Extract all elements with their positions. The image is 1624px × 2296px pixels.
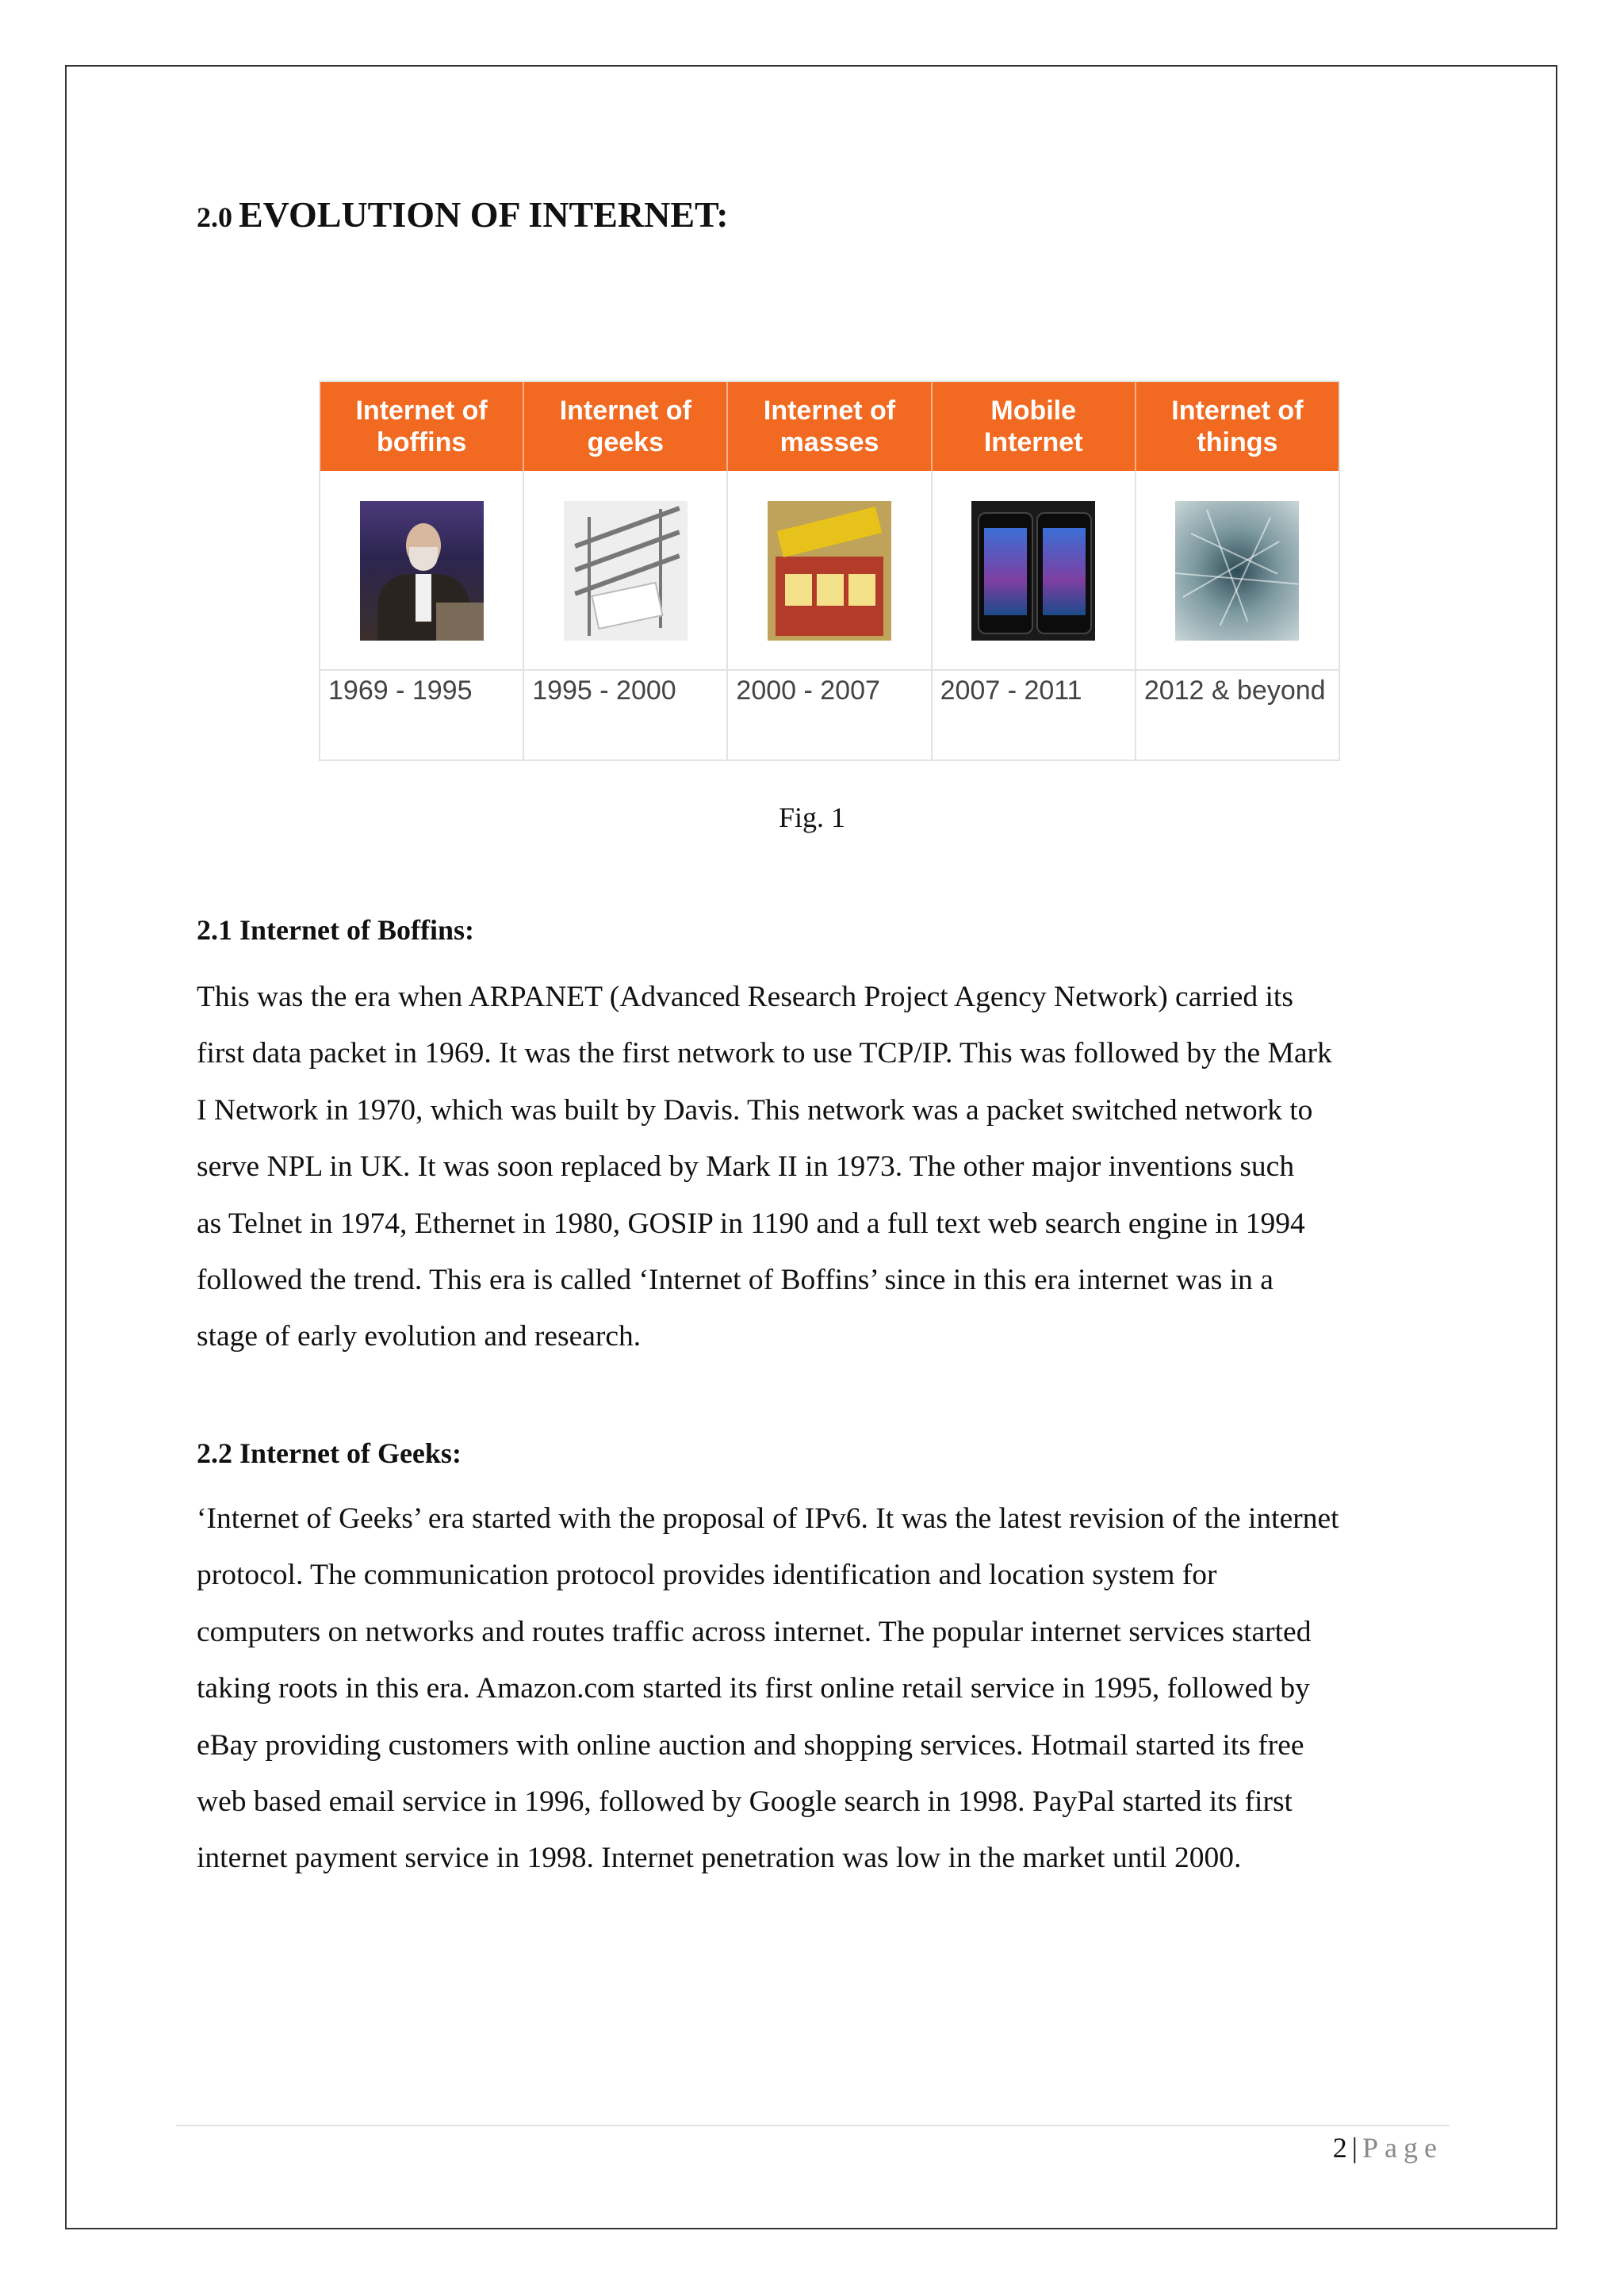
figure-body xyxy=(320,471,1339,761)
figure-years-mobile: 2007 - 2011 xyxy=(940,675,1082,706)
smartphones-photo xyxy=(971,501,1095,641)
page-title xyxy=(197,193,729,235)
internet-cafe-photo xyxy=(768,501,891,641)
page-number-separator: | xyxy=(1351,2132,1358,2164)
presenter-photo xyxy=(360,501,484,641)
figure-column-mobile xyxy=(933,471,1136,761)
evolution-figure xyxy=(319,381,1340,761)
footer-divider xyxy=(176,2125,1450,2126)
text-line: eBay providing customers with online auction and shopping services. Hotmail started its free xyxy=(197,1728,1304,1762)
figure-column-boffins xyxy=(320,471,524,761)
section-number: 2.0 xyxy=(197,201,232,233)
section-heading-boffins: 2.1 Internet of Boffins: xyxy=(197,914,474,946)
figure-caption: Fig. 1 xyxy=(778,802,846,833)
text-line: taking roots in this era. Amazon.com started its first online retail service in 1995, followed by xyxy=(197,1672,1310,1705)
figure-header-row xyxy=(320,382,1339,471)
section-title: EVOLUTION OF INTERNET: xyxy=(239,194,729,235)
figure-column-masses xyxy=(728,471,932,761)
text-line: I Network in 1970, which was built by Davis. This network was a packet switched network to xyxy=(197,1093,1313,1127)
figure-years-boffins: 1969 - 1995 xyxy=(328,675,473,706)
figure-header-things: Internet of things xyxy=(1171,396,1304,457)
text-line: protocol. The communication protocol provides identification and location system for xyxy=(197,1559,1217,1592)
text-line: stage of early evolution and research. xyxy=(197,1320,642,1353)
text-line: web based email service in 1996, followed by Google search in 1998. PayPal started its first xyxy=(197,1785,1293,1819)
text-line: internet payment service in 1998. Internet penetration was low in the market until 2000. xyxy=(197,1842,1242,1875)
text-line: followed the trend. This era is called ‘Internet of Boffins’ since in this era internet was in a xyxy=(197,1264,1274,1297)
section-heading-geeks: 2.2 Internet of Geeks: xyxy=(197,1437,462,1469)
paragraph-geeks xyxy=(197,1490,1431,1887)
text-line: first data packet in 1969. It was the first network to use TCP/IP. This was followed by the Mark xyxy=(197,1037,1332,1070)
figure-header-boffins: Internet of boffins xyxy=(320,382,524,471)
figure-years-things: 2012 & beyond xyxy=(1143,675,1326,706)
network-mesh-photo xyxy=(1175,501,1299,641)
page-label: Page xyxy=(1362,2132,1443,2164)
text-line: computers on networks and routes traffic across internet. The popular internet services started xyxy=(197,1615,1312,1648)
figure-column-geeks xyxy=(524,471,728,761)
hardware-photo xyxy=(564,501,688,641)
figure-header-mobile: Mobile Internet xyxy=(933,382,1136,471)
figure-years-geeks: 1995 - 2000 xyxy=(532,675,676,706)
page-number-value: 2 xyxy=(1332,2132,1347,2164)
text-line: ‘Internet of Geeks’ era started with the proposal of IPv6. It was the latest revision of the internet xyxy=(197,1502,1339,1535)
paragraph-boffins xyxy=(197,969,1431,1365)
text-line: as Telnet in 1974, Ethernet in 1980, GOSIP in 1190 and a full text web search engine in 1994 xyxy=(197,1207,1305,1240)
figure-column-things xyxy=(1136,471,1339,761)
text-line: This was the era when ARPANET (Advanced Research Project Agency Network) carried its xyxy=(197,981,1293,1013)
figure-header-masses: Internet of masses xyxy=(728,382,932,471)
figure-header-geeks: Internet of geeks xyxy=(524,382,728,471)
figure-years-masses: 2000 - 2007 xyxy=(736,675,880,706)
text-line: serve NPL in UK. It was soon replaced by Mark II in 1973. The other major inventions such xyxy=(197,1150,1295,1184)
page-number xyxy=(1333,2131,1443,2164)
